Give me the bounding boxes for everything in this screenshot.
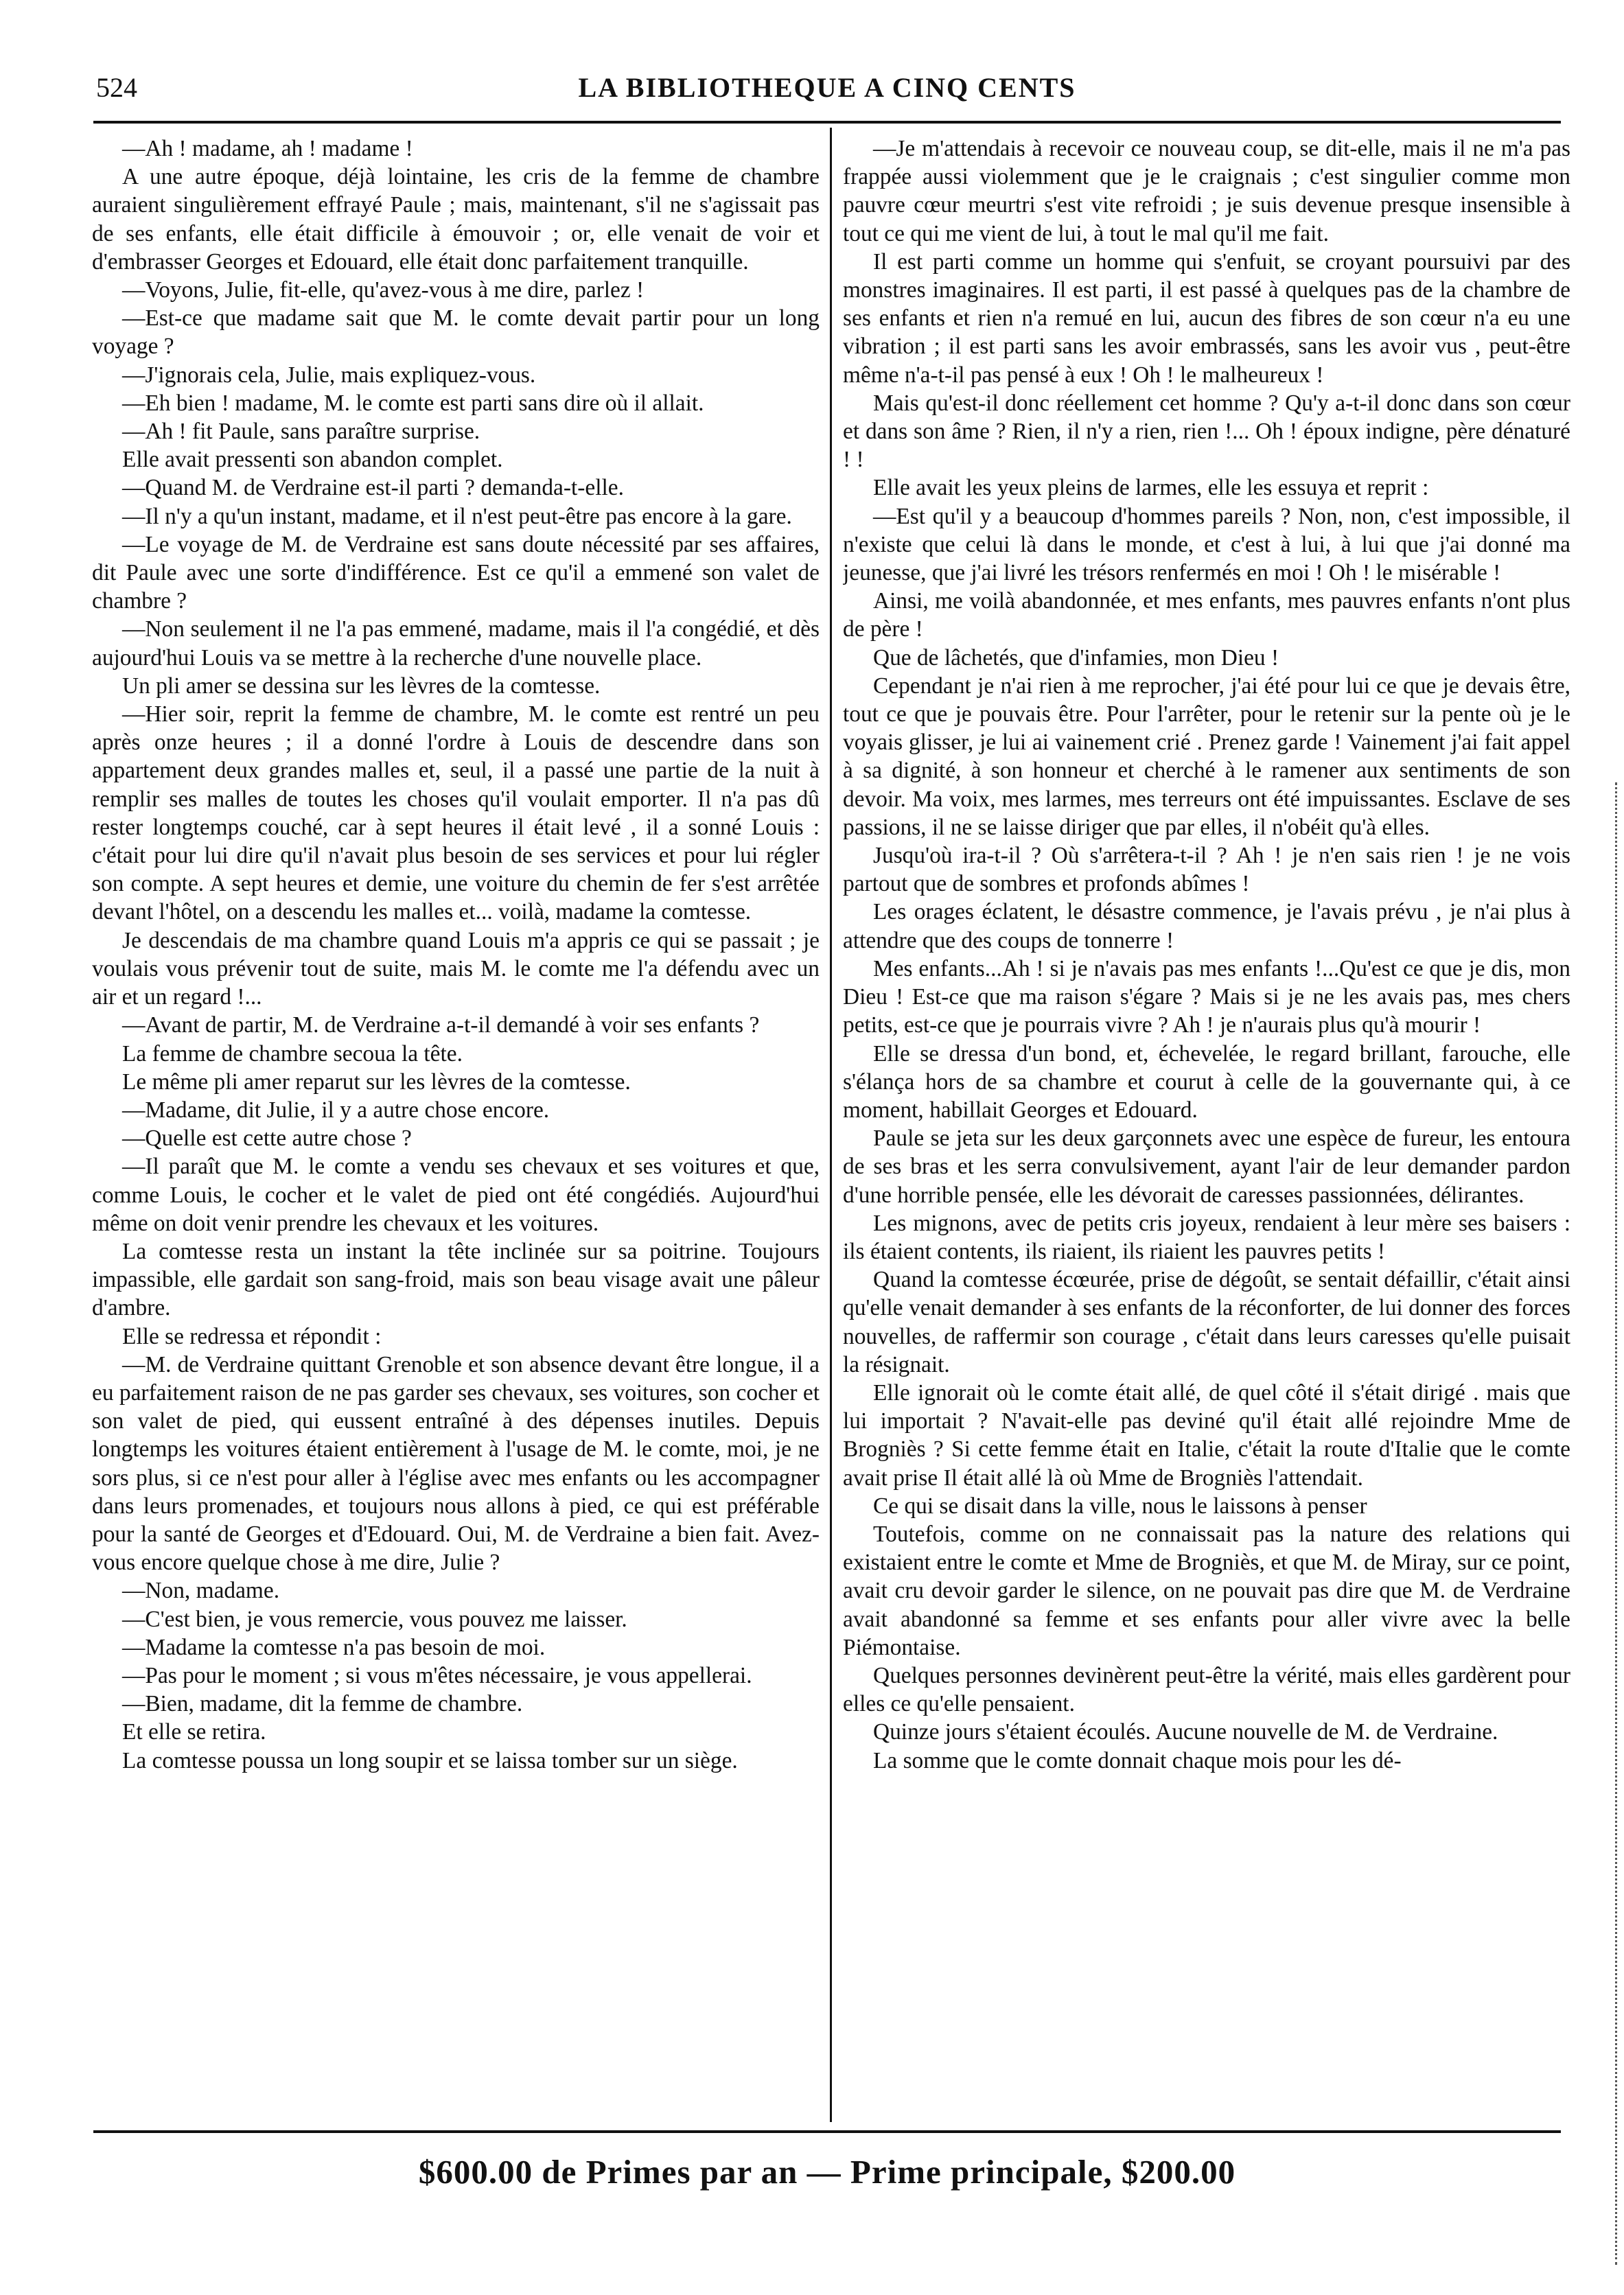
page-edge-marks bbox=[1603, 782, 1617, 2265]
paragraph: —J'ignorais cela, Julie, mais expliquez-vous. bbox=[122, 362, 536, 388]
paragraph: Toutefois, comme on ne connaissait pas la nature des relations qui existaient entre le comte et Mme de Brogniès, et que M. de Miray, sur ce point, avait cru devoir garder le silence, on ne pouvait pas dire que M. de Verdraine avait abandonné sa femme et ses enfants pour aller vivre avec la belle Piémontaise. bbox=[843, 1521, 1570, 1660]
paragraph: Elle se dressa d'un bond, et, échevelée, le regard brillant, farouche, elle s'élança hors de sa chambre et courut à celle de la gouvernante qui, à ce moment, habillait Georges et Edouard. bbox=[843, 1040, 1570, 1123]
paragraph: Un pli amer se dessina sur les lèvres de la comtesse. bbox=[122, 673, 601, 699]
paragraph: —Il n'y a qu'un instant, madame, et il n'est peut-être pas encore à la gare. bbox=[122, 503, 792, 529]
footer-banner: $600.00 de Primes par an — Prime principale, $200.00 bbox=[418, 2153, 1236, 2191]
paragraph: Cependant je n'ai rien à me reprocher, j'ai été pour lui ce que je devais être, tout ce que je pouvais être. Pour l'arrêter, pour le retenir sur la pente où je le voyais glisser, je lui ai vainement crié . Prenez garde ! Vainement j'ai fait appel à sa dignité, à son honneur et cherché à le ramener aux sentiments de son devoir. Ma voix, mes larmes, mes terreurs ont été impuissantes. Esclave de ses passions, il ne se laisse diriger que par elles, il n'obéit qu'à elles. bbox=[843, 673, 1570, 840]
paragraph: —Non, madame. bbox=[122, 1578, 280, 1604]
paragraph: Elle avait pressenti son abandon complet. bbox=[122, 447, 503, 473]
footer-rule bbox=[93, 2130, 1561, 2133]
paragraph: Ce qui se disait dans la ville, nous le laissons à penser bbox=[873, 1493, 1367, 1519]
paragraph: Que de lâchetés, que d'infamies, mon Dieu ! bbox=[873, 644, 1279, 671]
column-divider bbox=[830, 128, 832, 2122]
paragraph: Le même pli amer reparut sur les lèvres de la comtesse. bbox=[122, 1069, 631, 1095]
paragraph: —Bien, madame, dit la femme de chambre. bbox=[122, 1691, 523, 1717]
paragraph: —Quand M. de Verdraine est-il parti ? demanda-t-elle. bbox=[122, 475, 624, 501]
paragraph: —Quelle est cette autre chose ? bbox=[122, 1126, 412, 1152]
paragraph: Paule se jeta sur les deux garçonnets avec une espèce de fureur, les entoura de ses bras et les serra convulsivement, ayant l'air de leur demander pardon d'une horrible pensée, elle les dévorait de caresses passionnées, délirantes. bbox=[843, 1126, 1570, 1208]
paragraph: —Ah ! madame, ah ! madame ! bbox=[122, 136, 413, 161]
paragraph: Elle ignorait où le comte était allé, de quel côté il s'était dirigé . mais que lui importait ? N'avait-elle pas deviné qu'il était allé rejoindre Mme de Brogniès ? Si cette femme était en Italie, c'était la route d'Italie que le comte avait prise Il était allé là où Mme de Brogniès l'attendait. bbox=[843, 1379, 1570, 1491]
paragraph: Quelques personnes devinèrent peut-être la vérité, mais elles gardèrent pour elles ce qu'elle pensaient. bbox=[843, 1662, 1570, 1717]
page-number: 524 bbox=[96, 72, 137, 103]
paragraph: Quand la comtesse écœurée, prise de dégoût, se sentait défaillir, c'était ainsi qu'elle venait demander à ses enfants de la réconforter, de lui donner des forces nouvelles, de raffermir son courage , c'était dans leurs caresses qu'elle puisait la résignait. bbox=[843, 1267, 1570, 1377]
paragraph: Il est parti comme un homme qui s'enfuit, se croyant poursuivi par des monstres imaginaires. Il est parti, il est passé à quelques pas de la chambre de ses enfants et rien n'a remué en lui, aucun des fibres de son cœur n'a eu une vibration ; il est parti sans les avoir embrassés, sans les avoir vus , peut-être même n'a-t-il pas pensé à eux ! Oh ! le malheureux ! bbox=[843, 248, 1570, 388]
paragraph: Les orages éclatent, le désastre commence, je l'avais prévu , je n'ai plus à attendre que des coups de tonnerre ! bbox=[843, 899, 1570, 953]
paragraph: A une autre époque, déjà lointaine, les cris de la femme de chambre auraient singulièrement effrayé Paule ; mais, maintenant, s'il ne s'agissait pas de ses enfants, elle était difficile à émouvoir ; or, elle venait de voir et d'embrasser Georges et Edouard, elle était donc parfaitement tranquille. bbox=[92, 164, 820, 275]
paragraph: —Il paraît que M. le comte a vendu ses chevaux et ses voitures et que, comme Louis, le cocher et le valet de pied ont été congédiés. Aujourd'hui même on doit venir prendre les chevaux et les voitures. bbox=[92, 1154, 820, 1236]
paragraph: Elle se redressa et répondit : bbox=[122, 1323, 382, 1349]
paragraph: Jusqu'où ira-t-il ? Où s'arrêtera-t-il ? Ah ! je n'en sais rien ! je ne vois partout que de sombres et profonds abîmes ! bbox=[843, 843, 1570, 897]
page-header bbox=[96, 71, 1558, 119]
paragraph: —Voyons, Julie, fit-elle, qu'avez-vous à me dire, parlez ! bbox=[122, 277, 645, 303]
paragraph: Ainsi, me voilà abandonnée, et mes enfants, mes pauvres enfants n'ont plus de père ! bbox=[843, 588, 1570, 642]
right-column bbox=[843, 135, 1570, 2111]
paragraph: La comtesse resta un instant la tête inclinée sur sa poitrine. Toujours impassible, elle gardait son sang-froid, mais son beau visage avait une pâleur d'ambre. bbox=[92, 1238, 820, 1321]
paragraph: —Le voyage de M. de Verdraine est sans doute nécessité par ses affaires, dit Paule avec une sorte d'indifférence. Est ce qu'il a emmené son valet de chambre ? bbox=[92, 531, 820, 614]
paragraph: La somme que le comte donnait chaque mois pour les dé- bbox=[873, 1747, 1402, 1773]
paragraph: Quinze jours s'étaient écoulés. Aucune nouvelle de M. de Verdraine. bbox=[873, 1719, 1498, 1745]
paragraph: —Eh bien ! madame, M. le comte est parti sans dire où il allait. bbox=[122, 390, 704, 416]
paragraph: Je descendais de ma chambre quand Louis m'a appris ce qui se passait ; je voulais vous prévenir tout de suite, mais M. le comte me l'a défendu avec un air et un regard !... bbox=[92, 927, 820, 1010]
paragraph: —Madame, dit Julie, il y a autre chose encore. bbox=[122, 1097, 550, 1123]
left-column bbox=[92, 135, 820, 2111]
paragraph: —Pas pour le moment ; si vous m'êtes nécessaire, je vous appellerai. bbox=[122, 1662, 752, 1688]
paragraph: La femme de chambre secoua la tête. bbox=[122, 1040, 463, 1067]
header-rule bbox=[93, 121, 1561, 124]
paragraph: —Est qu'il y a beaucoup d'hommes pareils ? Non, non, c'est impossible, il n'existe que celui là dans le monde, et c'est à lui, à lui que j'ai donné ma jeunesse, que j'ai livré les trésors renfermés en moi ! Oh ! le misérable ! bbox=[843, 503, 1570, 586]
paragraph: Mes enfants...Ah ! si je n'avais pas mes enfants !...Qu'est ce que je dis, mon Dieu ! Est-ce que ma raison s'égare ? Mais si je ne les avais pas, mes chers petits, est-ce que je pourrais vivre ? Ah ! je n'aurais plus qu'à mourir ! bbox=[843, 955, 1570, 1038]
paragraph: —Avant de partir, M. de Verdraine a-t-il demandé à voir ses enfants ? bbox=[122, 1012, 760, 1038]
journal-title: LA BIBLIOTHEQUE A CINQ CENTS bbox=[578, 72, 1076, 103]
paragraph: —Je m'attendais à recevoir ce nouveau coup, se dit-elle, mais il ne m'a pas frappée aussi violemment que je le craignais ; c'est singulier comme mon pauvre cœur meurtri s'est vite refroidi ; je suis devenue presque insensible à tout ce qui me vient de lui, à tout le mal qu'il me fait. bbox=[843, 136, 1570, 246]
paragraph: —M. de Verdraine quittant Grenoble et son absence devant être longue, il a eu parfaitement raison de ne pas garder ses chevaux, ses voitures, son cocher et son valet de pied, qui eussent entraîné à des dépenses inutiles. Depuis longtemps les voitures étaient entièrement à l'usage de M. le comte, moi, je ne sors plus, si ce n'est pour aller à l'église avec mes enfants ou les accompagner dans leurs promenades, et toujours nous allons à pied, ce qui est préférable pour la santé de Georges et d'Edouard. Oui, M. de Verdraine a bien fait. Avez-vous encore quelque chose à me dire, Julie ? bbox=[92, 1351, 820, 1576]
paragraph: —Est-ce que madame sait que M. le comte devait partir pour un long voyage ? bbox=[92, 305, 820, 360]
paragraph: —Madame la comtesse n'a pas besoin de moi. bbox=[122, 1634, 546, 1660]
paragraph: —Ah ! fit Paule, sans paraître surprise. bbox=[122, 419, 480, 445]
paragraph: Les mignons, avec de petits cris joyeux, rendaient à leur mère ses baisers : ils étaient contents, ils riaient, ils riaient les pauvres petits ! bbox=[843, 1210, 1570, 1264]
paragraph: Mais qu'est-il donc réellement cet homme ? Qu'y a-t-il donc dans son cœur et dans son âme ? Rien, il n'y a rien, rien !... Oh ! époux indigne, père dénaturé ! ! bbox=[843, 390, 1570, 473]
paragraph: —Hier soir, reprit la femme de chambre, M. le comte est rentré un peu après onze heures ; il a donné l'ordre à Louis de descendre dans son appartement deux grandes malles et, seul, il a passé une partie de la nuit à remplir ses malles de toutes les choses qu'il voulait emporter. Il n'a pas dû rester longtemps couché, car à sept heures il était levé , il a sonné Louis : c'était pour lui dire qu'il n'avait plus besoin de ses services et pour lui régler son compte. A sept heures et demie, une voiture du chemin de fer s'est arrêtée devant l'hôtel, on a descendu les malles et... voilà, madame la comtesse. bbox=[92, 701, 820, 925]
paragraph: Elle avait les yeux pleins de larmes, elle les essuya et reprit : bbox=[873, 475, 1429, 501]
paragraph: —Non seulement il ne l'a pas emmené, madame, mais il l'a congédié, et dès aujourd'hui Louis va se mettre à la recherche d'une nouvelle place. bbox=[92, 616, 820, 671]
paragraph: —C'est bien, je vous remercie, vous pouvez me laisser. bbox=[122, 1606, 627, 1632]
paragraph: La comtesse poussa un long soupir et se laissa tomber sur un siège. bbox=[122, 1747, 738, 1773]
paragraph: Et elle se retira. bbox=[122, 1719, 266, 1745]
